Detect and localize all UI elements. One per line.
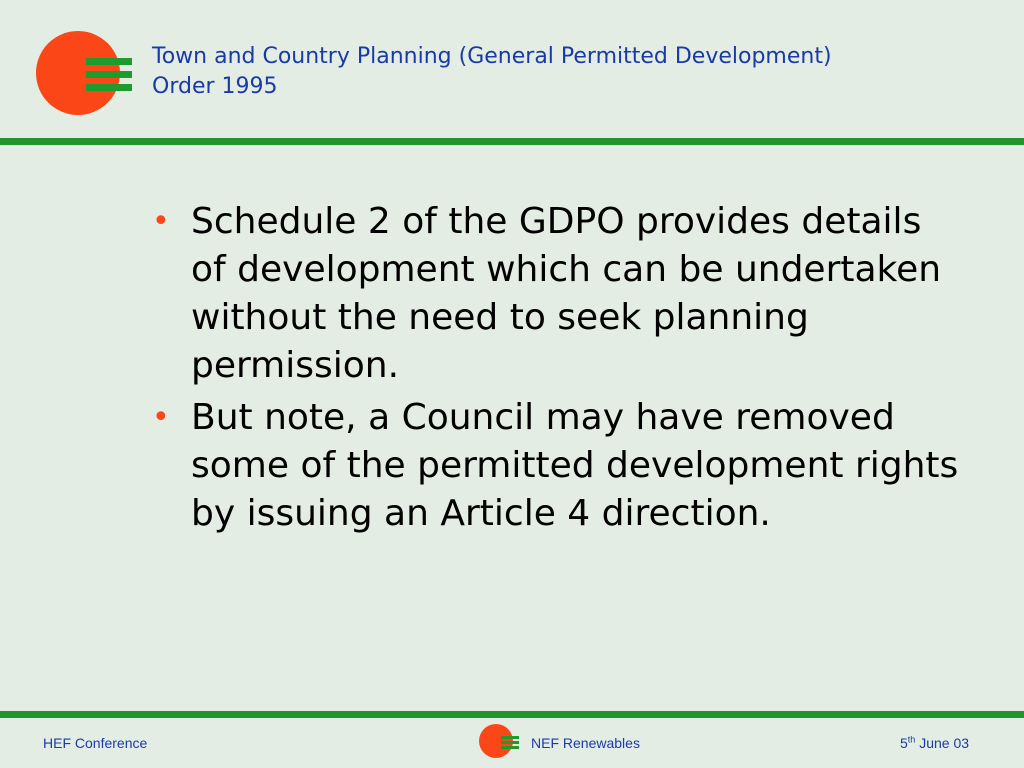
green-bars-icon [86, 58, 132, 92]
footer-logo-icon [479, 724, 513, 758]
footer-date-day: 5 [900, 735, 908, 751]
bullet-list [152, 198, 962, 542]
bullet-text: Schedule 2 of the GDPO provides details of development which can be undertaken without the need to seek planning permission. [191, 201, 942, 386]
header-divider [0, 138, 1024, 145]
footer-divider [0, 711, 1024, 718]
slide-title-line-1: Town and Country Planning (General Permitted Development) [152, 44, 832, 69]
bullet-item [152, 198, 962, 390]
footer-date-rest: June 03 [915, 735, 970, 751]
slide-title [152, 42, 992, 102]
bullet-text: But note, a Council may have removed some of the permitted development rights by issuing an Article 4 direction. [191, 397, 959, 534]
bullet-dot-icon: • [152, 204, 170, 239]
footer-organisation: NEF Renewables [531, 735, 640, 751]
organisation-logo [36, 31, 120, 115]
footer-date [900, 734, 969, 752]
footer-event-name: HEF Conference [43, 735, 148, 751]
slide-title-line-2: Order 1995 [152, 74, 278, 99]
footer-date-suffix: th [907, 734, 916, 745]
bullet-dot-icon: • [152, 400, 170, 435]
bullet-item [152, 394, 962, 538]
